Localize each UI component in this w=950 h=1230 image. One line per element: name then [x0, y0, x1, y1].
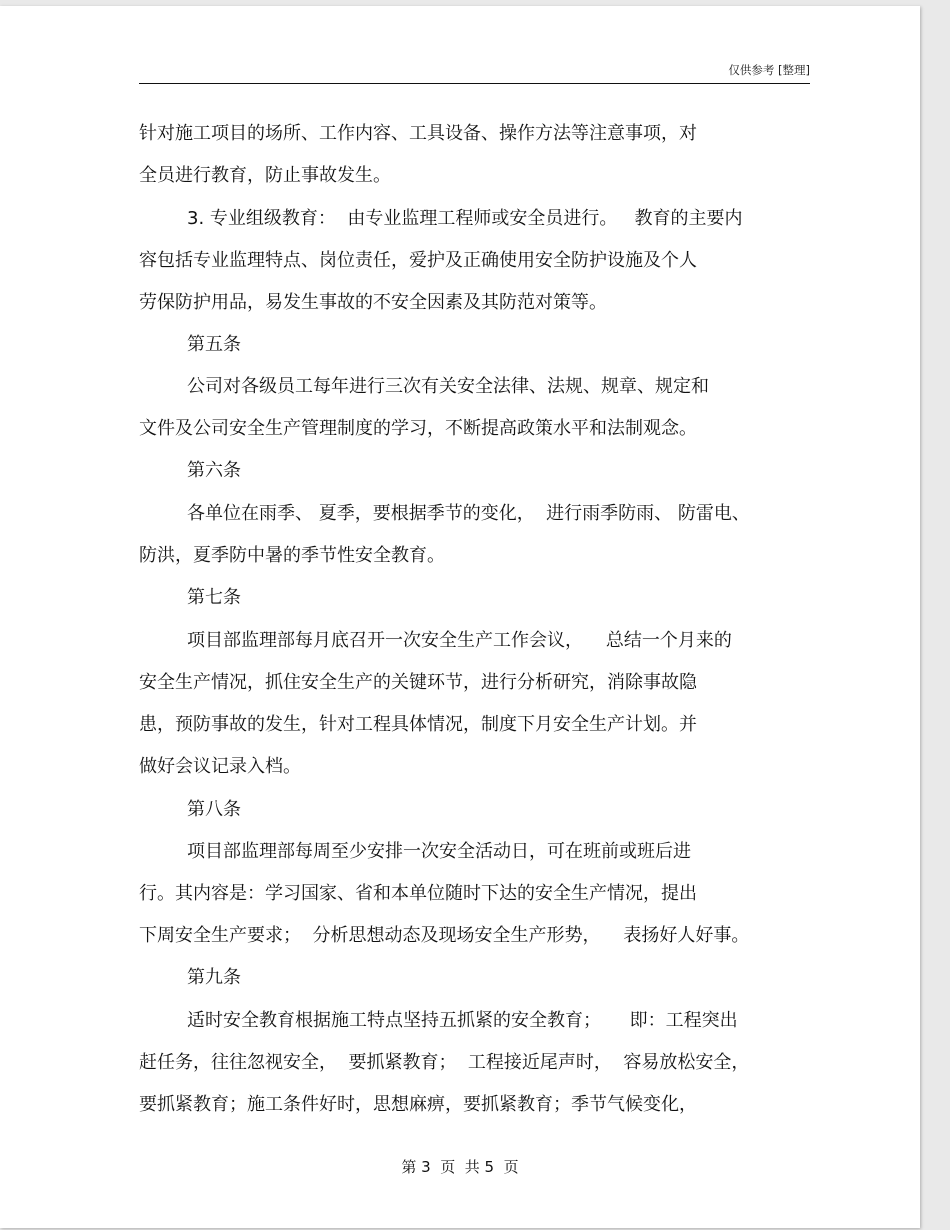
text-line: 防洪，夏季防中暑的季节性安全教育。: [139, 545, 445, 566]
text-line: 项目部监理部每周至少安排一次安全活动日，可在班前或班后进: [187, 841, 691, 862]
text-line: 文件及公司安全生产管理制度的学习，不断提高政策水平和法制观念。: [139, 418, 697, 439]
text-line: 适时安全教育根据施工特点坚持五抓紧的安全教育； 即：工程突出: [187, 1010, 738, 1031]
text-line: 针对施工项目的场所、工作内容、工具设备、操作方法等注意事项，对: [139, 123, 697, 144]
text-line: 容包括专业监理特点、岗位责任，爱护及正确使用安全防护设施及个人: [139, 250, 697, 271]
article-heading: 第五条: [187, 334, 241, 355]
text-line: 下周安全生产要求； 分析思想动态及现场安全生产形势， 表扬好人好事。: [139, 925, 750, 946]
body-text: [0, 6, 920, 1228]
page-footer: 第 3 页 共 5 页: [401, 1158, 519, 1176]
text-line: 患，预防事故的发生，针对工程具体情况，制度下月安全生产计划。并: [139, 714, 697, 735]
article-heading: 第六条: [187, 460, 241, 481]
document-page: [0, 6, 920, 1228]
text-line: 3. 专业组级教育： 由专业监理工程师或安全员进行。 教育的主要内: [187, 208, 743, 229]
text-line: 安全生产情况，抓住安全生产的关键环节，进行分析研究，消除事故隐: [139, 672, 697, 693]
text-line: 赶任务，往往忽视安全， 要抓紧教育； 工程接近尾声时， 容易放松安全，: [139, 1052, 750, 1073]
article-heading: 第七条: [187, 587, 241, 608]
article-heading: 第九条: [187, 967, 241, 988]
text-line: 行。其内容是：学习国家、省和本单位随时下达的安全生产情况，提出: [139, 883, 697, 904]
text-line: 项目部监理部每月底召开一次安全生产工作会议， 总结一个月来的: [187, 630, 732, 651]
text-line: 劳保防护用品，易发生事故的不安全因素及其防范对策等。: [139, 292, 607, 313]
text-line: 做好会议记录入档。: [139, 756, 301, 777]
page-header: 仅供参考 [整理]: [728, 63, 810, 77]
text-line: 各单位在雨季、 夏季，要根据季节的变化， 进行雨季防雨、 防雷电、: [187, 503, 750, 524]
text-line: 全员进行教育，防止事故发生。: [139, 165, 391, 186]
article-heading: 第八条: [187, 799, 241, 820]
text-line: 要抓紧教育；施工条件好时，思想麻痹，要抓紧教育；季节气候变化，: [139, 1094, 697, 1115]
text-line: 公司对各级员工每年进行三次有关安全法律、法规、规章、规定和: [187, 376, 709, 397]
